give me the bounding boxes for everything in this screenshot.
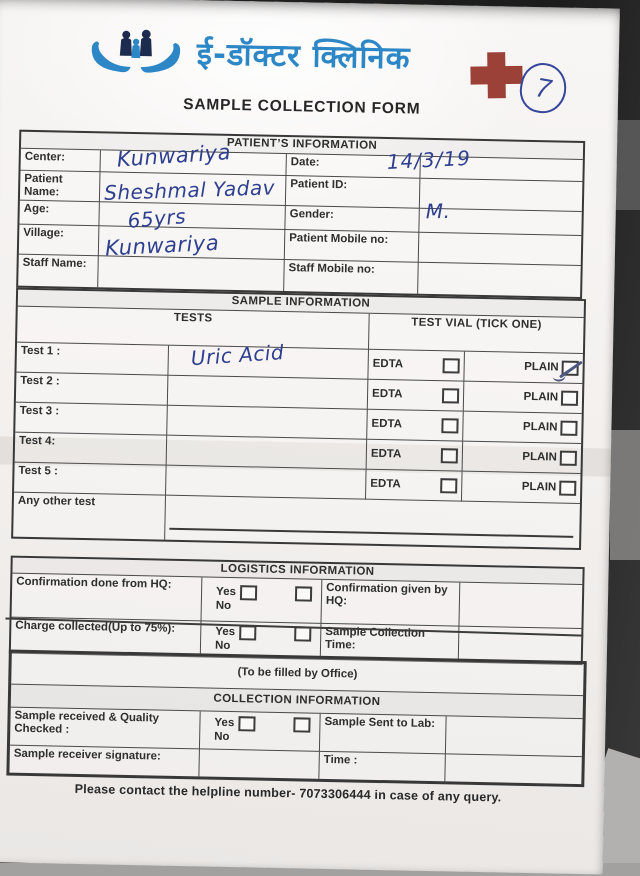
yes-label: Yes (214, 716, 235, 730)
plain-label: PLAIN (522, 450, 557, 464)
staff-name-label: Staff Name: (18, 255, 99, 288)
edta-label: EDTA (370, 477, 401, 491)
helpline-note: Please contact the helpline number- 7073306444 in case of any query. (74, 781, 502, 805)
patient-name-value-handwritten: Sheshmal Yadav (103, 175, 276, 205)
edta-label: EDTA (370, 447, 402, 461)
test4-edta-checkbox (441, 448, 458, 463)
yes-label: Yes (215, 625, 236, 638)
office-note: (To be filled by Office) (11, 653, 584, 696)
sample-received-label: Sample received & Quality Checked : (10, 708, 201, 750)
test3-edta-cell (367, 410, 464, 442)
form-title: SAMPLE COLLECTION FORM (183, 95, 421, 118)
clinic-hands-family-logo-icon (88, 24, 183, 88)
patient-name-label: Patient Name: (20, 171, 101, 203)
test2-label: Test 2 : (16, 373, 169, 406)
test1-edta-cell (368, 350, 465, 382)
test5-plain-checkbox (559, 481, 576, 496)
village-value-handwritten: Kunwariya (104, 230, 220, 261)
test3-plain-cell (463, 412, 582, 444)
test5-edta-cell (366, 470, 463, 502)
staff-mobile-label: Staff Mobile no: (284, 260, 419, 294)
edta-label: EDTA (372, 357, 404, 371)
patient-mobile-label: Patient Mobile no: (285, 230, 420, 263)
test1-plain-checkbox (561, 361, 578, 376)
test3-value-cell (167, 406, 368, 440)
patient-info-title: PATIENT’S INFORMATION (21, 132, 583, 160)
village-label: Village: (19, 225, 100, 257)
collection-info-title: COLLECTION INFORMATION (11, 685, 583, 719)
test2-value-cell (168, 376, 369, 410)
center-label: Center: (21, 149, 101, 173)
tests-column-header: TESTS (17, 307, 370, 350)
plain-label: PLAIN (523, 390, 559, 404)
plain-label: PLAIN (524, 360, 559, 374)
staff-mobile-value-cell (418, 263, 581, 297)
test4-value-cell (167, 436, 368, 470)
test2-plain-checkbox (561, 391, 578, 406)
test1-value-handwritten: Uric Acid (190, 339, 285, 371)
gender-label: Gender: (285, 206, 419, 233)
test1-edta-checkbox (443, 358, 460, 373)
test4-plain-checkbox (560, 451, 577, 466)
age-label: Age: (19, 201, 99, 227)
no-label: No (214, 639, 231, 652)
confirmation-done-no-checkbox (295, 587, 312, 602)
test5-label: Test 5 : (14, 463, 167, 496)
charge-collected-yes-checkbox (239, 625, 256, 640)
sample-sent-to-lab-label: Sample Sent to Lab: (320, 714, 447, 755)
any-other-test-label: Any other test (13, 493, 166, 540)
sample-receiver-signature-value-cell (199, 749, 320, 778)
confirmation-done-yes-checkbox (240, 586, 257, 601)
yes-label: Yes (215, 585, 237, 599)
test3-plain-checkbox (560, 421, 577, 436)
write-in-line (169, 528, 573, 538)
test3-label: Test 3 : (15, 403, 168, 436)
date-label: Date: (286, 154, 420, 179)
test5-value-cell (166, 466, 367, 500)
edta-label: EDTA (371, 417, 403, 431)
edta-label: EDTA (371, 387, 403, 401)
vial-column-header: TEST VIAL (TICK ONE) (369, 314, 584, 354)
plain-label: PLAIN (521, 480, 557, 494)
plain-label: PLAIN (522, 420, 558, 434)
confirmation-given-value-cell (459, 583, 582, 629)
confirmation-given-label: Confirmation given by HQ: (321, 580, 460, 627)
logistics-info-table (9, 556, 585, 666)
scanner-glare-patch (614, 120, 640, 210)
time-label: Time : (319, 752, 446, 782)
test2-plain-cell (464, 382, 583, 414)
patient-info-table (16, 130, 585, 299)
any-other-test-value-cell (165, 496, 580, 548)
test1-label: Test 1 : (16, 343, 169, 376)
no-label: No (215, 600, 232, 613)
page-number: 7 (533, 71, 554, 104)
red-cross-icon (470, 52, 523, 99)
sample-info-table (11, 288, 586, 550)
gender-value-handwritten: M. (425, 198, 451, 224)
staff-name-value-cell (98, 256, 285, 291)
sample-received-no-checkbox (293, 718, 310, 733)
sample-received-yes-checkbox (238, 717, 255, 732)
scanner-glare-patch (610, 430, 640, 560)
patient-id-label: Patient ID: (286, 176, 421, 209)
collection-info-table (6, 650, 586, 788)
logistics-title: LOGISTICS INFORMATION (12, 558, 582, 585)
charge-collected-label: Charge collected(Up to 75%): (11, 618, 202, 656)
sample-sent-to-lab-value-cell (446, 716, 583, 757)
test2-edta-cell (368, 380, 465, 412)
no-label: No (214, 731, 230, 744)
time-value-cell (445, 754, 582, 784)
confirmation-done-label: Confirmation done from HQ: (12, 574, 203, 622)
test5-plain-cell (462, 472, 581, 504)
sample-receiver-signature-label: Sample receiver signature: (9, 746, 200, 777)
test4-edta-cell (367, 440, 464, 472)
sample-received-yesno-cell (200, 711, 321, 751)
test4-label: Test 4: (15, 433, 168, 466)
date-value-handwritten: 14/3/19 (386, 145, 472, 174)
clinic-name: ई-डॉक्टर क्लिनिक (196, 36, 411, 77)
age-value-handwritten: 65yrs (126, 204, 187, 233)
test2-edta-checkbox (442, 388, 459, 403)
sample-collection-time-label: Sample Collection Time: (321, 624, 460, 661)
test1-plain-cell (464, 352, 583, 384)
test5-edta-checkbox (440, 478, 457, 493)
test3-edta-checkbox (441, 418, 458, 433)
patient-mobile-value-cell (419, 233, 582, 266)
center-value-handwritten: Kunwariya (116, 139, 232, 172)
sample-info-title: SAMPLE INFORMATION (18, 290, 584, 318)
test4-plain-cell (463, 442, 582, 474)
confirmation-done-yesno-cell (201, 577, 322, 623)
